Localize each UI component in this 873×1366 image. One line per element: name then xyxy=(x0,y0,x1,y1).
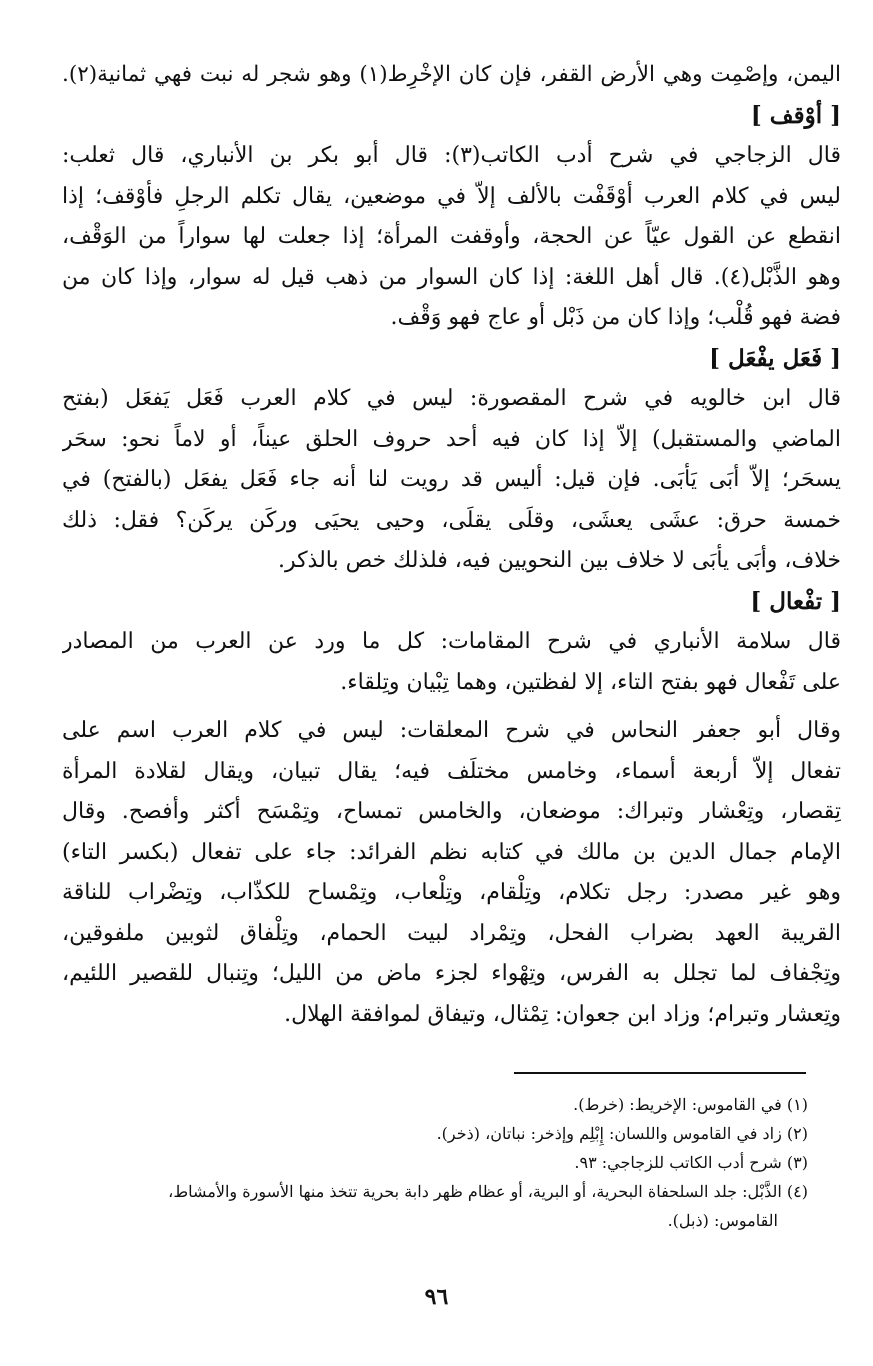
text-line: على تَفْعال فهو بفتح التاء، إلا لفظتين، وهما تِبْيان وتِلقاء. xyxy=(340,669,841,695)
text-line: وهو غير مصدر: رجل تكلام، وتِلْقام، وتِلْعاب، وتِمْساح للكذّاب، وتِضْراب للناقة xyxy=(62,880,841,905)
text-line: الماضي والمستقبل) إلاّ إذا كان فيه أحد حروف الحلق عيناً، أو لاماً نحو: سحَر xyxy=(62,426,841,452)
text-line: وتِجْفاف لما تجلل به الفرس، وتِهْواء لجزء ماض من الليل؛ وتِنبال للقصير اللئيم، xyxy=(62,961,841,986)
text-line: خمسة حرق: عشَى يعشَى، وقلَى يقلَى، وحيى يحيَى وركَن يركَن؟ فقل: ذلك xyxy=(62,507,841,533)
footnotes xyxy=(62,1090,808,1235)
footnote-4-continuation: القاموس: (ذبل). xyxy=(667,1211,778,1230)
text-line: تفعال إلاّ أربعة أسماء، وخامس مختلَف فيه؛ يقال تبيان، ويقال لقلادة المرأة xyxy=(62,758,841,784)
section-heading-faala-yafal: [ فَعَل يفْعَل ] xyxy=(709,344,841,372)
text-line: وهو الذَّبْل(٤). قال أهل اللغة: إذا كان السوار من ذهب قيل له سوار، وإذا كان من xyxy=(62,264,841,290)
text-line: قال الزجاجي في شرح أدب الكاتب(٣): قال أبو بكر بن الأنباري، قال ثعلب: xyxy=(62,143,841,168)
text-line: يسحَر؛ إلاّ أبَى يَأبَى. فإن قيل: أليس قد رويت لنا أنه جاء فَعَل يفعَل (بالفتح) في xyxy=(62,467,841,492)
text-line: وتِعشار وتبرام؛ وزاد ابن جعوان: تِمْثال، وتيفاق لموافقة الهلال. xyxy=(284,1001,841,1027)
text-line: وقال أبو جعفر النحاس في شرح المعلقات: ليس في كلام العرب اسم على xyxy=(62,718,841,743)
text-line: الإمام جمال الدين بن مالك في كتابه نظم الفرائد: جاء على تفعال (بكسر التاء) xyxy=(62,839,841,865)
text-line: القريبة العهد بضراب الفحل، وتِمْراد لبيت الحمام، وتِلْفاق لثوبين ملفوقين، xyxy=(62,920,841,946)
footnote-2: (٢) زاد في القاموس واللسان: إِبْلِم وإذخر: نباتان، (ذخر). xyxy=(436,1124,808,1143)
footnote-1: (١) في القاموس: الإخريط: (خرط). xyxy=(573,1095,808,1114)
section-heading-tafal: [ تفْعال ] xyxy=(750,587,841,615)
text-line: انقطع عن القول عيّاً عن الحجة، وأوقفت المرأة؛ إذا جعلت لها سواراً من الوَقْف، xyxy=(62,224,841,249)
page-number: ٩٦ xyxy=(424,1284,449,1310)
text-line: اليمن، وإصْمِت وهي الأرض القفر، فإن كان الإخْرِط(١) وهو شجر له نبت فهي ثمانية(٢). xyxy=(62,62,841,87)
paragraph-gap xyxy=(62,703,841,711)
footnote-4: (٤) الذَّبْل: جلد السلحفاة البحرية، أو البرية، أو عظام ظهر دابة بحرية تتخذ منها الأسورة والأمشاط، xyxy=(168,1182,808,1201)
text-line: فضة فهو قُلْب؛ وإذا كان من ذَبْل أو عاج فهو وَقْف. xyxy=(390,305,841,330)
text-line: تِقصار، وتِعْشار وتبراك: موضعان، والخامس تمساح، وتِمْسَح أكثر وأفصح. وقال xyxy=(62,799,841,824)
section-heading-awqaf: [ أوْقف ] xyxy=(750,101,841,129)
text-line: قال ابن خالويه في شرح المقصورة: ليس في كلام العرب فَعَل يَفعَل (بفتح xyxy=(62,386,841,411)
text-line: ليس في كلام العرب أوْقَفْت بالألف إلاّ في موضعين، يقال تكلم الرجلِ فأوْقف؛ إذا xyxy=(62,183,841,209)
main-text xyxy=(62,55,841,1035)
footnote-divider xyxy=(514,1072,806,1074)
footnote-3: (٣) شرح أدب الكاتب للزجاجي: ٩٣. xyxy=(574,1153,808,1172)
text-line: قال سلامة الأنباري في شرح المقامات: كل ما ورد عن العرب من المصادر xyxy=(62,629,841,654)
text-line: خلاف، وأبَى يأبَى لا خلاف بين النحويين فيه، فلذلك خص بالذكر. xyxy=(277,548,841,573)
